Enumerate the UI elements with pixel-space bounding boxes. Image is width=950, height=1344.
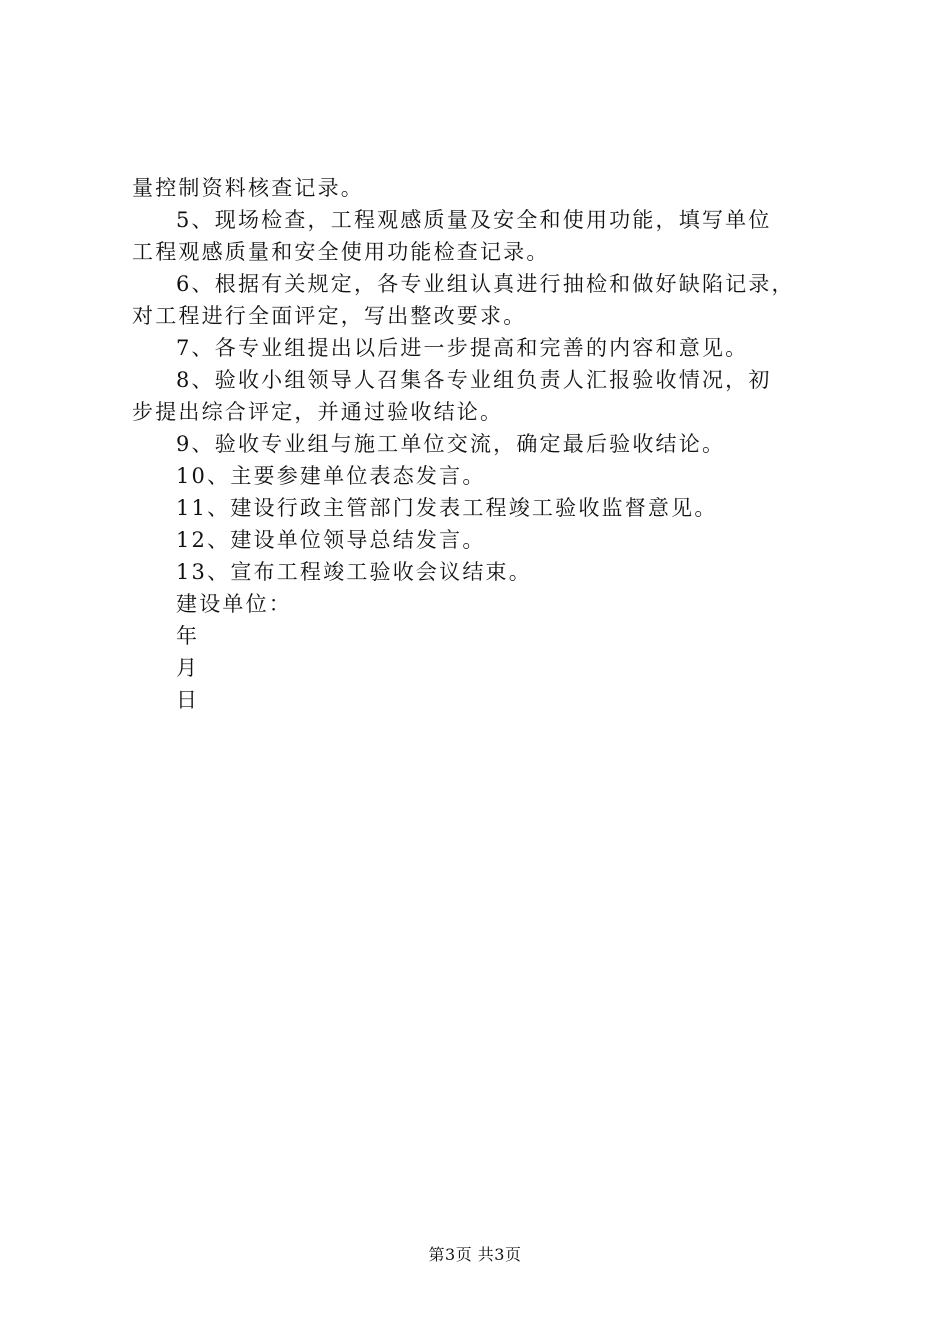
text-line: 9、验收专业组与施工单位交流，确定最后验收结论。 [176,432,726,456]
document-body [132,172,832,716]
date-day-label: 日 [176,688,200,712]
text-line: 6、根据有关规定，各专业组认真进行抽检和做好缺陷记录， [176,272,795,296]
page-number-footer: 第3页 共3页 [428,1245,522,1264]
text-line: 13、宣布工程竣工验收会议结束。 [176,560,532,584]
text-line: 步提出综合评定，并通过验收结论。 [132,400,504,424]
text-line: 工程观感质量和安全使用功能检查记录。 [132,240,550,264]
text-line: 量控制资料核查记录。 [132,176,364,200]
text-line: 12、建设单位领导总结发言。 [176,528,486,552]
text-line: 对工程进行全面评定，写出整改要求。 [132,304,527,328]
signature-label: 建设单位： [176,592,292,616]
text-line: 5、现场检查，工程观感质量及安全和使用功能，填写单位 [176,208,772,232]
text-line: 10、主要参建单位表态发言。 [176,464,486,488]
text-line: 7、各专业组提出以后进一步提高和完善的内容和意见。 [176,336,749,360]
date-month-label: 月 [176,656,200,680]
text-line: 11、建设行政主管部门发表工程竣工验收监督意见。 [176,496,718,520]
text-line: 8、验收小组领导人召集各专业组负责人汇报验收情况，初 [176,368,772,392]
date-year-label: 年 [176,624,200,648]
